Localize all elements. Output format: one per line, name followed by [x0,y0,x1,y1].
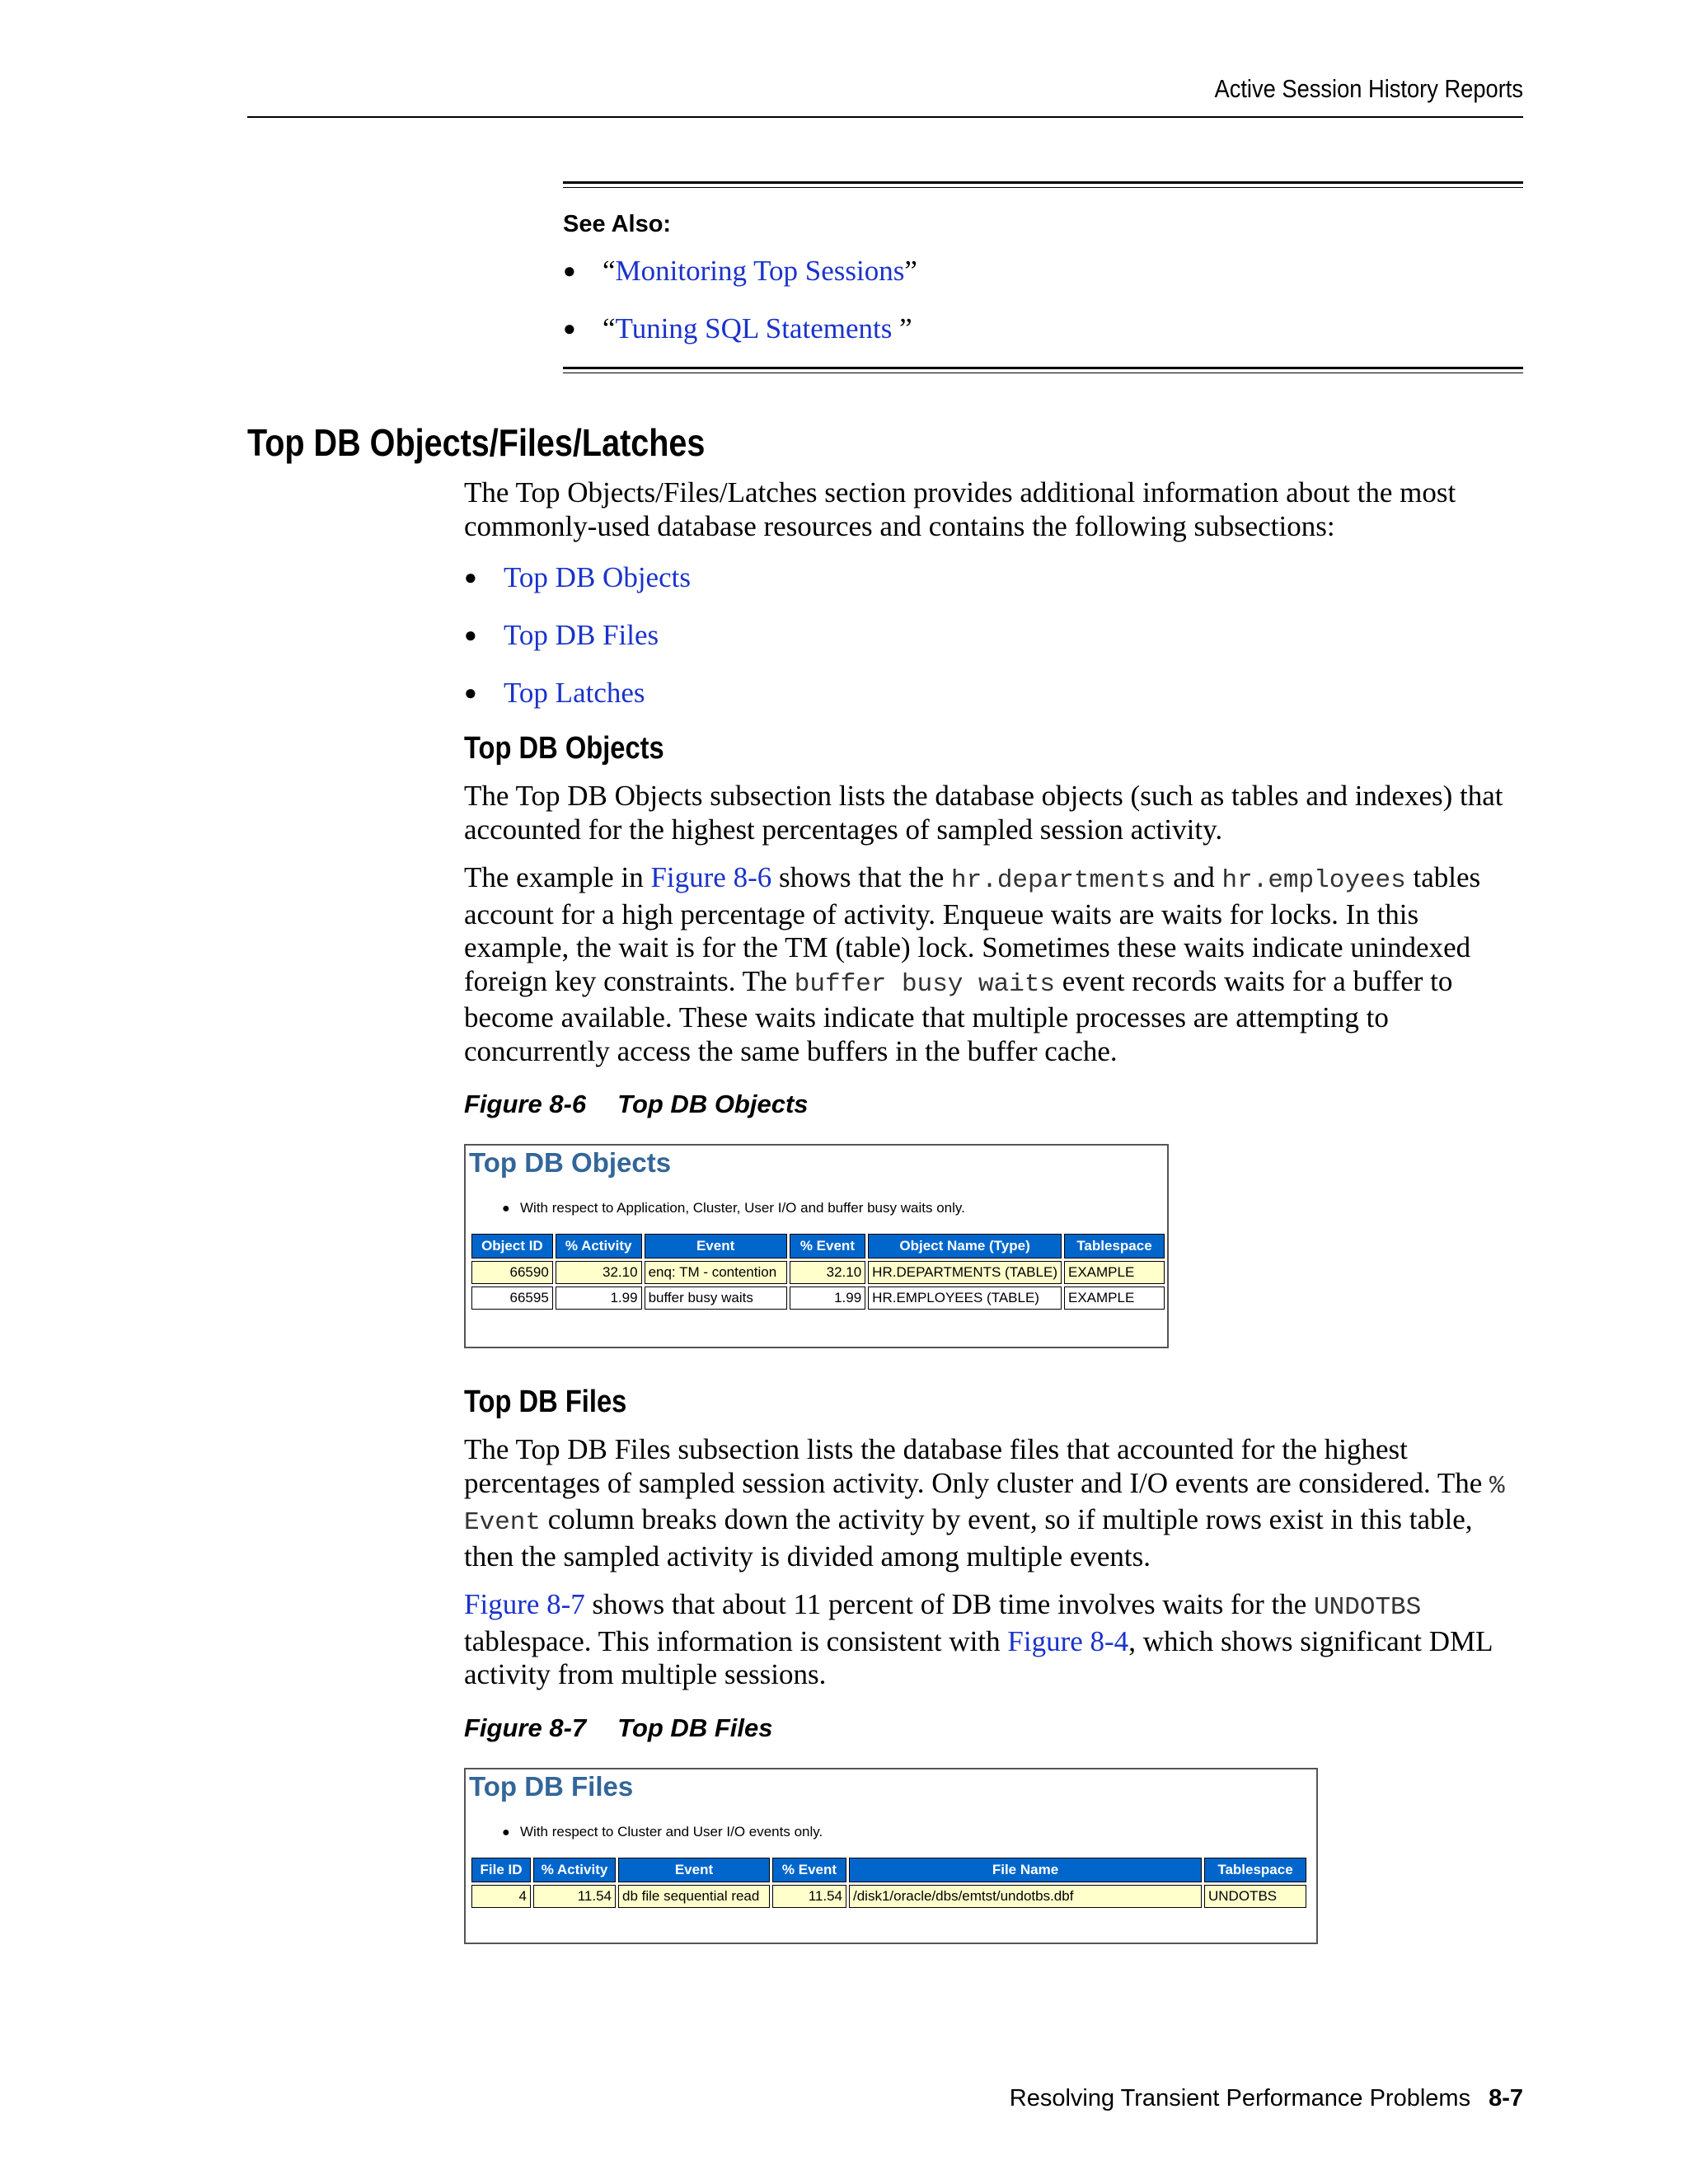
section-intro: The Top Objects/Files/Latches section provides additional information about the most commonly-used database resources and contains the following subsections: [464,476,1456,542]
subsection-link-list [464,558,1527,713]
table-header-row [471,1234,1165,1258]
see-also-list [563,251,1523,349]
col-header[interactable]: Tablespace [1204,1858,1306,1882]
top-db-objects-panel [464,1144,1169,1348]
col-header[interactable]: Object ID [471,1234,553,1258]
subsection-item [464,616,1527,655]
section-title: Top DB Objects/Files/Latches [247,421,706,464]
see-also-link-monitoring-top-sessions[interactable]: Monitoring Top Sessions [615,255,905,287]
code-percent-event: % Event [464,1471,1505,1537]
objects-para-1: The Top DB Objects subsection lists the database objects (such as tables and indexes) that accounted for the highest percentages of sampled session activity. [464,780,1503,846]
col-header[interactable]: % Event [772,1858,846,1882]
section-body [464,476,1527,1944]
code-hr-departments: hr.departments [951,866,1166,895]
figure-8-7-caption: Figure 8-7 Top DB Files [464,1713,773,1742]
col-header[interactable]: Event [618,1858,770,1882]
bullet-icon: ● [502,1202,510,1216]
bullet-icon: ● [464,681,477,705]
link-figure-8-4[interactable]: Figure 8-4 [1007,1624,1129,1657]
see-also-item: ● “Monitoring Top Sessions” [563,251,1523,291]
objects-para-2: The example in Figure 8-6 shows that the hr.departments and hr.employees tables account for a high percentage of activity. Enqueue waits are waits for locks. In this example, the wait is for the TM (table) lock. Sometimes these waits indicate unindexed foreign key constraints. The buffer busy waits event records waits for a buffer to become available. These waits indicate that multiple processes are attempting to concurrently access the same buffers in the buffer cache. [464,861,1481,1067]
col-header[interactable]: % Activity [533,1858,616,1882]
col-header[interactable]: Object Name (Type) [868,1234,1062,1258]
code-undotbs: UNDOTBS [1314,1593,1422,1622]
subsection-item [464,673,1527,713]
table-row: 66590 32.10 enq: TM - contention 32.10 HR.DEPARTMENTS (TABLE) EXAMPLE [471,1261,1165,1284]
bullet-icon: ● [464,623,477,647]
col-header[interactable]: % Activity [556,1234,642,1258]
see-also-title: See Also: [563,211,672,237]
col-header[interactable]: Tablespace [1064,1234,1165,1258]
link-top-latches[interactable]: Top Latches [504,677,645,709]
see-also-item: ● “Tuning SQL Statements ” [563,309,1523,349]
page-footer [247,2085,1523,2112]
col-header[interactable]: File ID [471,1858,531,1882]
col-header[interactable]: % Event [790,1234,866,1258]
top-db-objects-table [469,1231,1167,1312]
files-para-2: Figure 8-7 shows that about 11 percent of DB time involves waits for the UNDOTBS tablespace. This information is consistent with Figure 8-4, which shows significant DML activity from multiple sessions. [464,1588,1493,1690]
footer-chapter: Resolving Transient Performance Problems [1009,2085,1471,2111]
top-db-files-panel [464,1768,1318,1944]
bullet-icon: ● [563,259,576,283]
code-hr-employees: hr.employees [1221,866,1406,895]
see-also-box [563,181,1523,373]
link-top-db-files[interactable]: Top DB Files [504,619,659,651]
table-header-row [471,1858,1306,1882]
link-top-db-objects[interactable]: Top DB Objects [504,561,691,593]
see-also-bottom-rule [563,367,1523,373]
running-header: Active Session History Reports [1214,74,1523,103]
code-buffer-busy-waits: buffer busy waits [794,969,1056,999]
panel-title: Top DB Objects [469,1147,672,1178]
table-row: 66595 1.99 buffer busy waits 1.99 HR.EMPLOYEES (TABLE) EXAMPLE [471,1286,1165,1310]
header-rule [247,116,1523,118]
link-figure-8-6[interactable]: Figure 8-6 [650,861,772,893]
panel-note: ● With respect to Cluster and User I/O events only. [502,1823,823,1840]
col-header[interactable]: Event [645,1234,787,1258]
files-para-1: The Top DB Files subsection lists the database files that accounted for the highest percentages of sampled session activity. Only cluster and I/O events are considered. The % Event column breaks down the activity by event, so if multiple rows exist in this table, then the sampled activity is divided among multiple events. [464,1433,1505,1572]
panel-title: Top DB Files [469,1770,634,1802]
top-db-files-table [469,1855,1309,1910]
see-also-link-tuning-sql-statements[interactable]: Tuning SQL Statements [615,312,900,344]
bullet-icon: ● [563,316,576,340]
bullet-icon: ● [464,565,477,589]
subsection-item [464,558,1527,598]
link-figure-8-7[interactable]: Figure 8-7 [464,1588,585,1620]
see-also-top-rule [563,181,1523,188]
heading-top-db-files: Top DB Files [464,1385,627,1419]
panel-note: ● With respect to Application, Cluster, User I/O and buffer busy waits only. [502,1200,965,1216]
footer-page-number: 8-7 [1489,2085,1523,2111]
table-row: 4 11.54 db file sequential read 11.54 /disk1/oracle/dbs/emtst/undotbs.dbf UNDOTBS [471,1885,1306,1908]
col-header[interactable]: File Name [849,1858,1202,1882]
figure-8-6-caption: Figure 8-6 Top DB Objects [464,1090,809,1118]
bullet-icon: ● [502,1825,510,1840]
heading-top-db-objects: Top DB Objects [464,731,664,766]
